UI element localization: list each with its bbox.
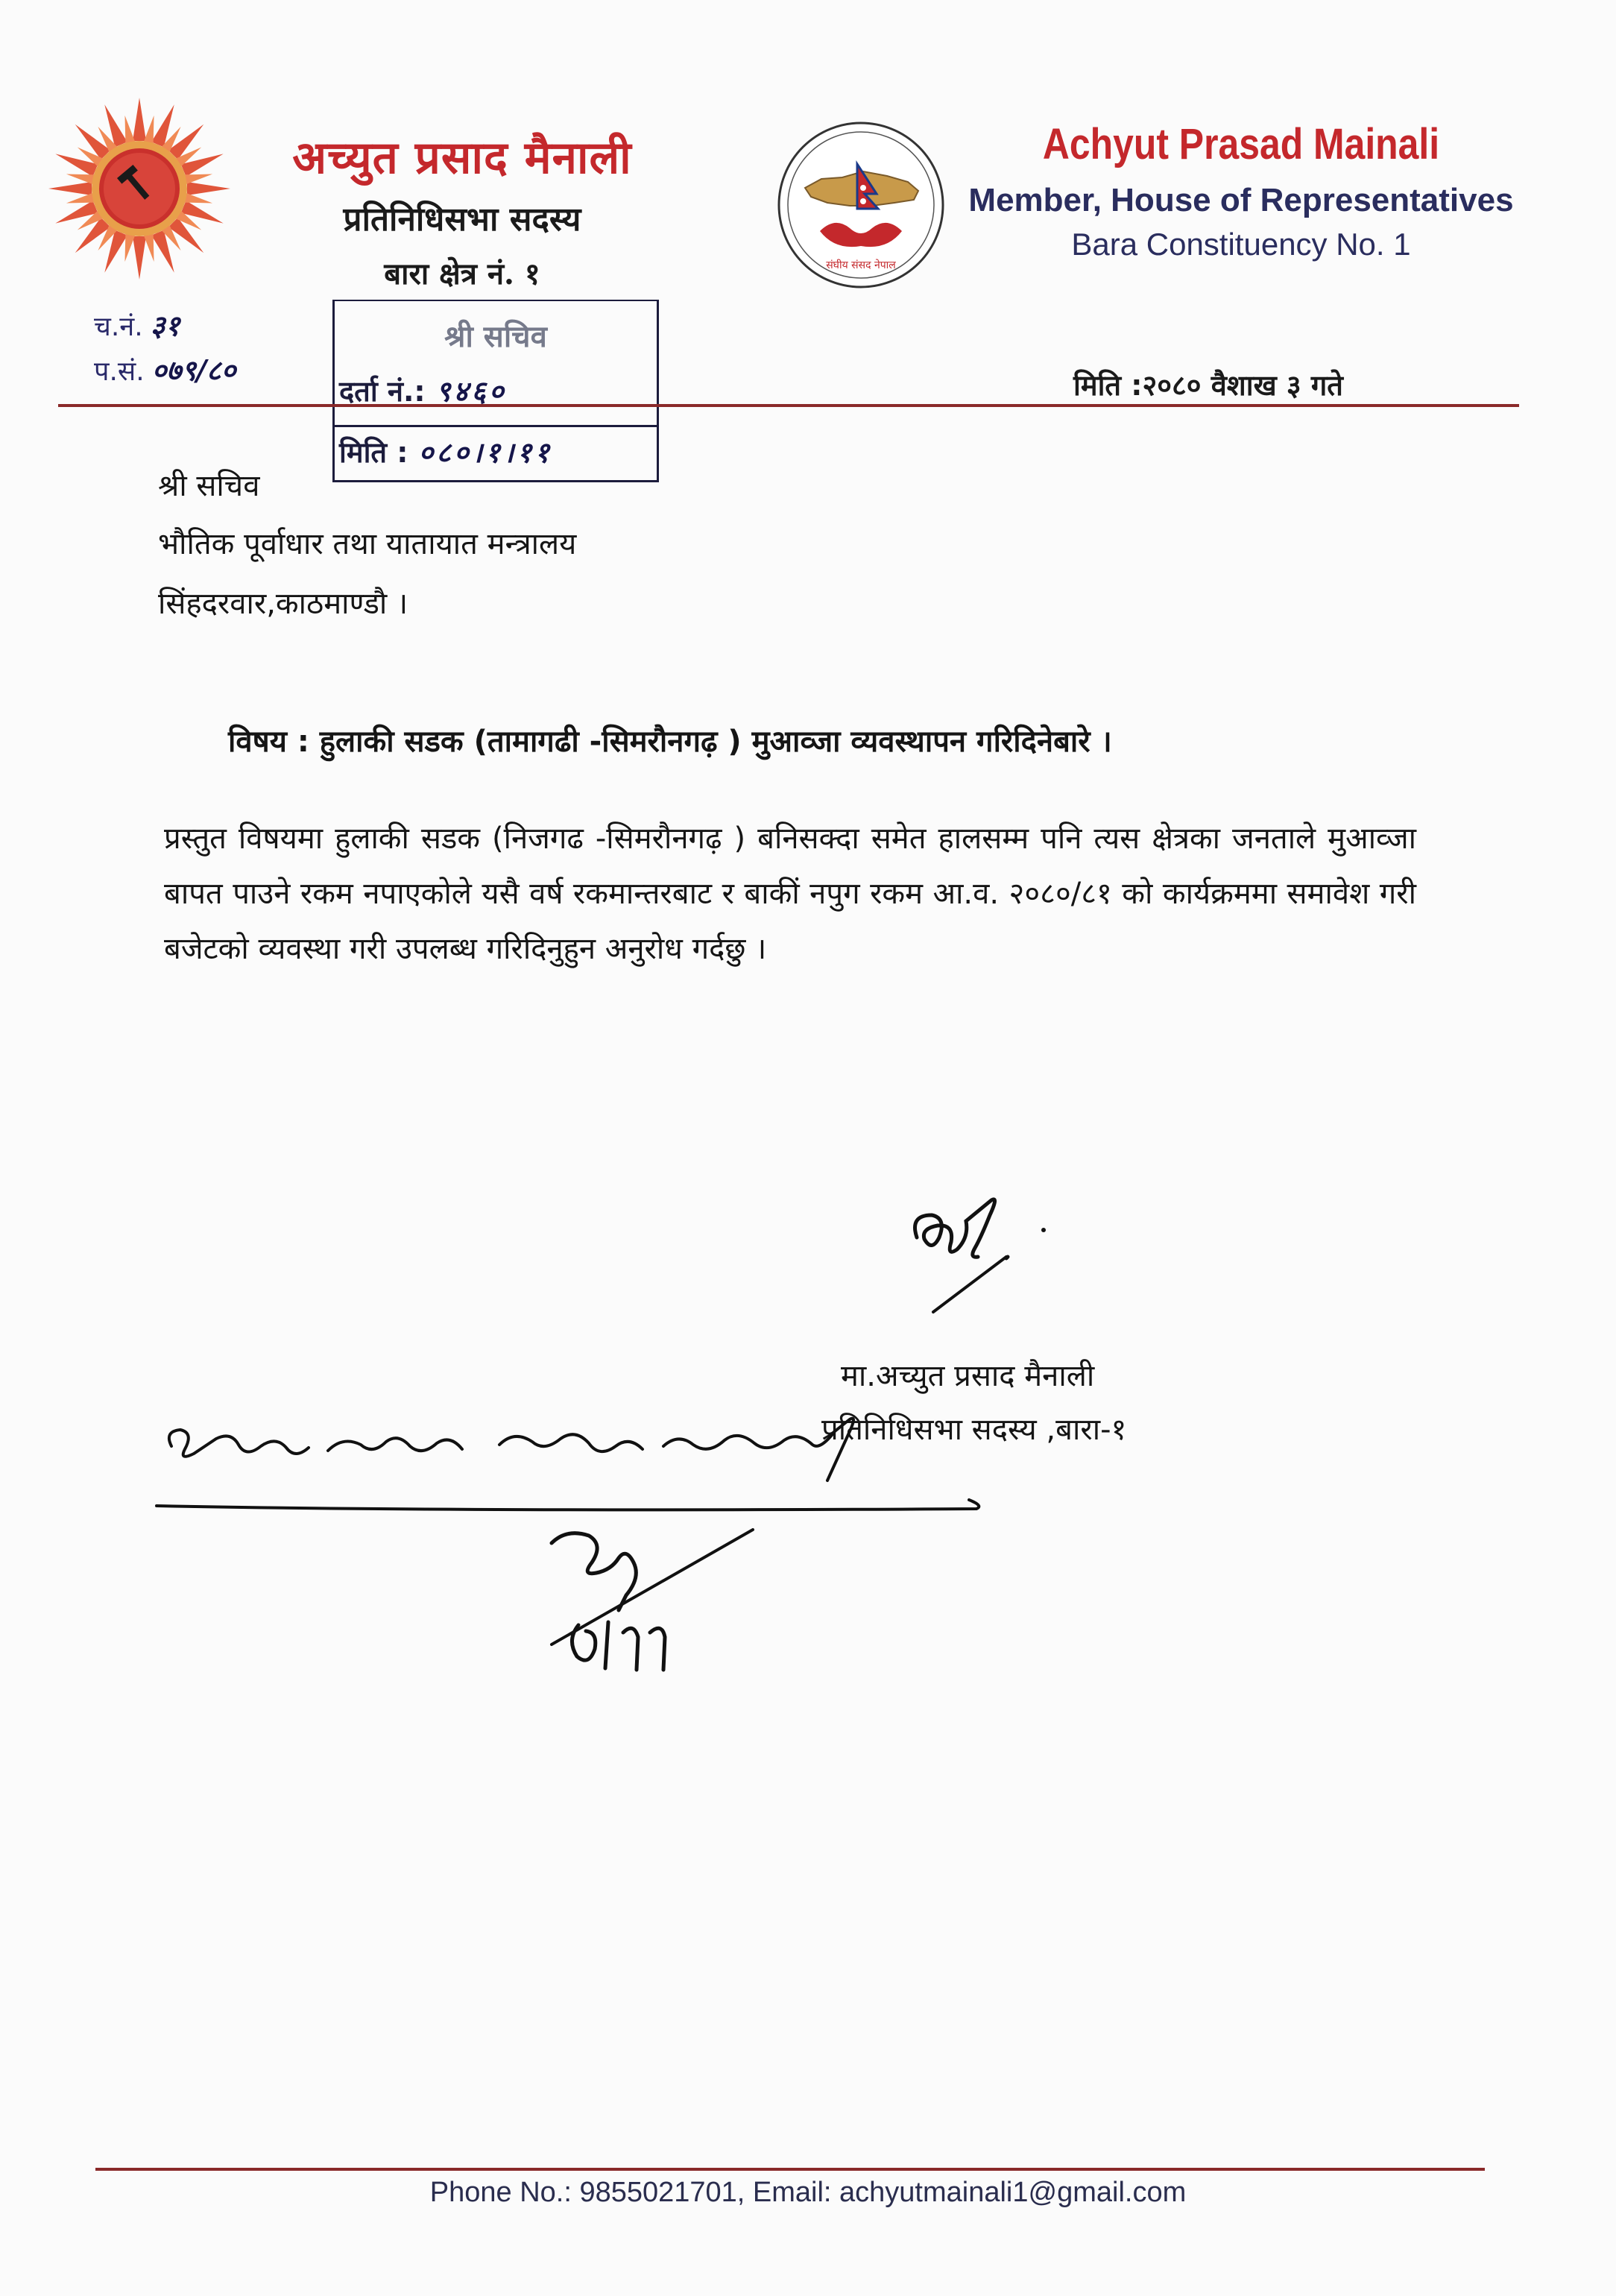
signature-mark <box>894 1185 1088 1334</box>
stamp-reg-value: ९४६० <box>435 374 507 408</box>
parliament-seal-icon <box>775 119 947 291</box>
letterhead-name-english: Achyut Prasad Mainali <box>1042 120 1440 168</box>
handwritten-minute <box>149 1416 984 1715</box>
recipient-line-1: श्री सचिव <box>158 469 260 503</box>
letter-date: मिति :२०८० वैशाख ३ गते <box>1073 369 1343 402</box>
parliament-seal-text: संघीय संसद नेपाल <box>826 259 896 271</box>
reference-cn-label: च.नं. <box>94 312 143 342</box>
letterhead-role-english: Member, House of Representatives <box>968 182 1514 218</box>
reference-cn-value: ३१ <box>150 309 180 342</box>
stamp-divider <box>335 425 657 427</box>
signatory-name: मा.अच्युत प्रसाद मैनाली <box>841 1359 1095 1393</box>
footer-divider <box>95 2168 1485 2171</box>
registration-stamp <box>332 300 659 482</box>
stamp-date-label: मिति : <box>339 436 408 469</box>
footer-contact: Phone No.: 9855021701, Email: achyutmainali1@gmail.com <box>429 2177 1187 2208</box>
reference-ps-label: प.सं. <box>94 356 145 387</box>
letterhead-constituency-nepali: बारा क्षेत्र नं. १ <box>384 256 540 291</box>
letterhead-role-nepali: प्रतिनिधिसभा सदस्य <box>343 201 581 239</box>
letterhead-name-nepali: अच्युत प्रसाद मैनाली <box>292 132 632 184</box>
letterhead-divider <box>58 404 1519 407</box>
stamp-reg-label: दर्ता नं.: <box>339 375 426 408</box>
signatory-role: प्रतिनिधिसभा सदस्य ,बारा-१ <box>821 1413 1127 1447</box>
party-sun-emblem-icon <box>46 95 233 282</box>
letter-subject: विषय : हुलाकी सडक (तामागढी -सिमरौनगढ़ ) मुआव्जा व्यवस्थापन गरिदिनेबारे । <box>228 725 1112 759</box>
recipient-line-2: भौतिक पूर्वाधार तथा यातायात मन्त्रालय <box>158 527 577 561</box>
stamp-date-value: ०८०।१।११ <box>418 435 552 469</box>
reference-chalani-number <box>94 306 180 344</box>
reference-ps-value: ०७९/८० <box>151 353 236 387</box>
reference-patra-sankhya <box>94 350 236 389</box>
letterhead-constituency-english: Bara Constituency No. 1 <box>1071 227 1411 262</box>
letter-body: प्रस्तुत विषयमा हुलाकी सडक (निजगढ -सिमरौनगढ़ ) बनिसक्दा समेत हालसम्म पनि त्यस क्षेत्रका जनताले मुआव्जा बापत पाउने रकम नपाएकोले यसै वर्ष रकमान्तरबाट र बाकीं नपुग रकम आ.व. २०८०/८१ को कार्यक्रममा समावेश गरी बजेटको व्यवस्था गरी उपलब्ध गरिदिनुहुन अनुरोध गर्दछु । <box>164 821 1416 966</box>
stamp-title: श्री सचिव <box>444 320 547 354</box>
stamp-date <box>339 432 552 471</box>
recipient-line-3: सिंहदरवार,काठमाण्डौ । <box>158 587 408 621</box>
